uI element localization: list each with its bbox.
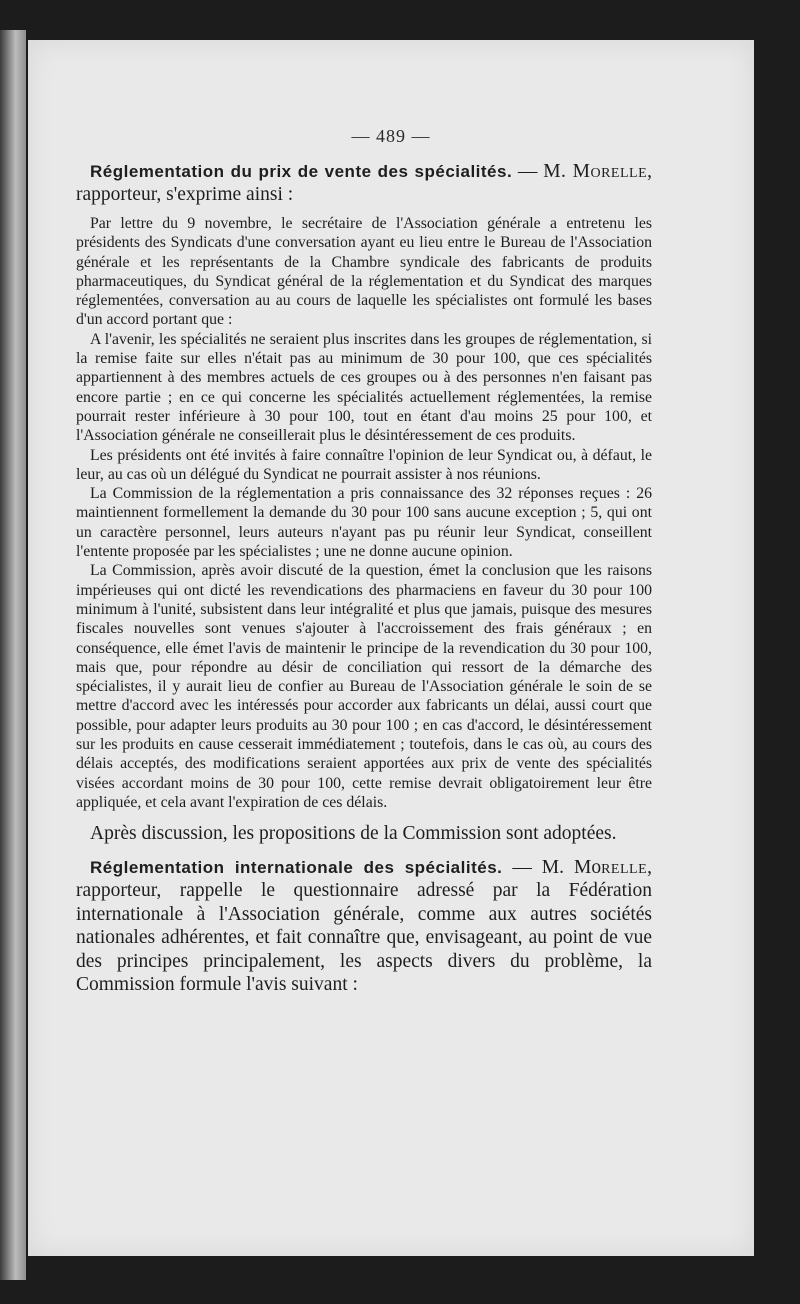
section-heading-international-regulation: [76, 856, 652, 997]
book-page: [28, 40, 754, 1256]
report-paragraph: La Commission, après avoir discuté de la question, émet la conclusion que les raisons impérieuses qui ont dicté les revendications des pharmaciens en faveur du 30 pour 100 minimum à l'unité, subsistent dans leur intégralité et plus que jamais, puisque des mesures fiscales nouvelles sont venues s'ajouter à l'accroissement des frais généraux ; en conséquence, elle émet l'avis de maintenir le principe de la revendication du 30 pour 100, mais que, pour répondre au désir de conciliation qui ressort de la démarche des spécialistes, il y aurait lieu de confier au Bureau de l'Association générale le soin de se mettre d'accord avec les intéressés pour accorder aux fabricants un délai, aussi court que possible, pour adapter leurs produits au 30 pour 100 ; en cas d'accord, le désintéressement sur les produits en cause cesserait immédiatement ; toutefois, dans le cas où, au cours des délais acceptés, des modifications seraient apportées aux prix de vente des spécialités visées accordant moins de 30 pour 100, cette remise devrait obligatoirement leur être appliquée, et cela avant l'expiration de ces délais.: [76, 562, 652, 811]
heading-dash: —: [512, 161, 538, 182]
adjacent-page-edge: [0, 30, 26, 1280]
report-paragraph: Les présidents ont été invités à faire connaître l'opinion de leur Syndicat ou, à défaut, le leur, au cas où un délégué du Syndicat ne pourrait assister à nos réunions.: [76, 446, 652, 483]
speaker-name-continued: relle: [601, 856, 648, 878]
section-text: , rapporteur, rappelle le questionnaire adressé par la Fédération internationale à l'Association générale, comme aux autres sociétés nationales adhérentes, et fait connaître que, envisageant, au point de vue des principes principalement, les aspects divers du problème, la Commission formule l'avis suivant :: [76, 856, 652, 996]
section-title: Réglementation internationale des spécialités.: [90, 857, 503, 877]
page-body: [76, 160, 652, 997]
report-paragraph: Par lettre du 9 novembre, le secrétaire de l'Association générale a entretenu les présidents des Syndicats d'une conversation ayant eu lieu entre le Bureau de l'Association générale et les représentants de la Chambre syndicale des fabricants de produits pharmaceutiques, du Syndicat général de la réglementation et du Syndicat des marques réglementées, conversation au au cours de laquelle les spécialistes ont formulé les bases d'un accord portant que :: [76, 215, 652, 329]
report-paragraph: La Commission de la réglementation a pris connaissance des 32 réponses reçues : 26 maintiennent formellement la demande du 30 pour 100 sans aucune exception ; 5, qui ont un caractère personnel, leurs auteurs n'ayant pas pu réunir leur Syndicat, conseillent l'entente proposée par les spécialistes ; une ne donne aucune opinion.: [76, 485, 652, 561]
speaker-name: M. Morelle: [543, 161, 648, 182]
conclusion-paragraph: Après discussion, les propositions de la Commission sont adoptées.: [90, 823, 617, 845]
section-title: Réglementation du prix de vente des spécialités.: [90, 162, 513, 181]
page-number: — 489 —: [351, 126, 431, 146]
section-heading-price-regulation: [76, 160, 652, 206]
heading-dash: — M. Mo: [502, 856, 602, 878]
intro-text: , rapporteur, s'exprime ainsi :: [76, 161, 653, 205]
report-paragraph: A l'avenir, les spécialités ne seraient plus inscrites dans les groupes de réglementation, si la remise faite sur elles n'était pas au minimum de 30 pour 100, que ces spécialités appartiennent à des membres actuels de ces groupes ou à des personnes n'en faisant pas encore partie ; en ce qui concerne les spécialités actuellement réglementées, la remise pourrait rester inférieure à 30 pour 100, tout en étant d'au moins 25 pour 100, et l'Association générale ne conseillerait plus le désintéressement de ces produits.: [76, 330, 652, 445]
